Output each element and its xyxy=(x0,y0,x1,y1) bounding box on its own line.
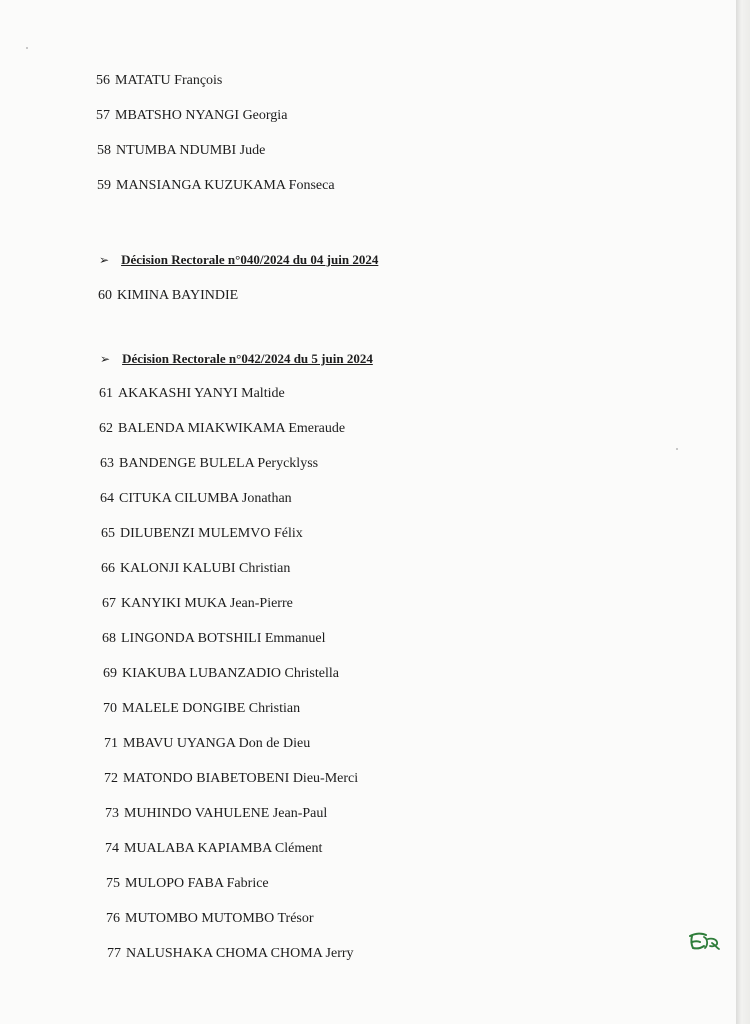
entry-number: 64 xyxy=(100,491,114,506)
decision-heading-040 xyxy=(99,251,378,269)
entry-number: 76 xyxy=(106,911,120,926)
entry-name: KIAKUBA LUBANZADIO Christella xyxy=(122,666,339,681)
list-item xyxy=(102,595,293,613)
entry-name: NTUMBA NDUMBI Jude xyxy=(116,143,266,158)
entry-number: 61 xyxy=(99,386,113,401)
entry-name: CITUKA CILUMBA Jonathan xyxy=(119,491,292,506)
entry-number: 69 xyxy=(103,666,117,681)
entry-name: MBATSHO NYANGI Georgia xyxy=(115,108,288,123)
page-edge xyxy=(736,0,750,1024)
list-item xyxy=(99,420,345,438)
entry-number: 72 xyxy=(104,771,118,786)
entry-name: AKAKASHI YANYI Maltide xyxy=(118,386,285,401)
list-item xyxy=(96,72,222,90)
list-item xyxy=(106,875,269,893)
scan-speck xyxy=(676,448,678,450)
entry-name: BANDENGE BULELA Perycklyss xyxy=(119,456,319,471)
list-item xyxy=(103,665,339,683)
entry-number: 58 xyxy=(97,143,111,158)
list-item xyxy=(103,700,300,718)
entry-number: 60 xyxy=(98,288,112,303)
entry-name: MUTOMBO MUTOMBO Trésor xyxy=(125,911,314,926)
arrow-bullet-icon: ➢ xyxy=(99,253,110,267)
entry-name: KALONJI KALUBI Christian xyxy=(120,561,291,576)
entry-number: 73 xyxy=(105,806,119,821)
list-item xyxy=(106,910,314,928)
entry-name: MATONDO BIABETOBENI Dieu-Merci xyxy=(123,771,359,786)
list-item xyxy=(97,177,335,195)
decision-title: Décision Rectorale n°040/2024 du 04 juin 2024 xyxy=(121,252,379,267)
entry-name: MUHINDO VAHULENE Jean-Paul xyxy=(124,806,328,821)
entry-name: MATATU François xyxy=(115,73,223,88)
entry-number: 71 xyxy=(104,736,118,751)
scan-speck xyxy=(26,47,28,49)
entry-name: MUALABA KAPIAMBA Clément xyxy=(124,841,323,856)
handwritten-initials-icon xyxy=(686,930,722,954)
entry-number: 59 xyxy=(97,178,111,193)
entry-name: MULOPO FABA Fabrice xyxy=(125,876,269,891)
list-item xyxy=(99,385,285,403)
entry-number: 77 xyxy=(107,946,121,961)
list-item xyxy=(100,455,318,473)
entry-number: 70 xyxy=(103,701,117,716)
list-item xyxy=(105,805,327,823)
entry-number: 75 xyxy=(106,876,120,891)
entry-number: 68 xyxy=(102,631,116,646)
list-item xyxy=(107,945,354,963)
entry-number: 56 xyxy=(96,73,110,88)
entry-name: BALENDA MIAKWIKAMA Emeraude xyxy=(118,421,346,436)
entry-name: MANSIANGA KUZUKAMA Fonseca xyxy=(116,178,335,193)
entry-number: 66 xyxy=(101,561,115,576)
entry-number: 65 xyxy=(101,526,115,541)
entry-name: DILUBENZI MULEMVO Félix xyxy=(120,526,303,541)
list-item xyxy=(104,735,310,753)
entry-number: 62 xyxy=(99,421,113,436)
list-item xyxy=(102,630,326,648)
entry-name: NALUSHAKA CHOMA CHOMA Jerry xyxy=(126,946,354,961)
decision-title: Décision Rectorale n°042/2024 du 5 juin 2024 xyxy=(122,351,373,366)
entry-name: KIMINA BAYINDIE xyxy=(117,288,239,303)
entry-number: 57 xyxy=(96,108,110,123)
entry-number: 74 xyxy=(105,841,119,856)
list-item xyxy=(101,560,290,578)
list-item xyxy=(98,287,238,305)
entry-number: 67 xyxy=(102,596,116,611)
list-item xyxy=(105,840,322,858)
decision-heading-042 xyxy=(100,350,373,368)
entry-name: LINGONDA BOTSHILI Emmanuel xyxy=(121,631,326,646)
list-item xyxy=(104,770,358,788)
list-item xyxy=(100,490,292,508)
list-item xyxy=(96,107,287,125)
entry-name: MBAVU UYANGA Don de Dieu xyxy=(123,736,311,751)
entry-number: 63 xyxy=(100,456,114,471)
entry-name: KANYIKI MUKA Jean-Pierre xyxy=(121,596,293,611)
entry-name: MALELE DONGIBE Christian xyxy=(122,701,301,716)
arrow-bullet-icon: ➢ xyxy=(100,352,111,366)
list-item xyxy=(97,142,265,160)
list-item xyxy=(101,525,303,543)
